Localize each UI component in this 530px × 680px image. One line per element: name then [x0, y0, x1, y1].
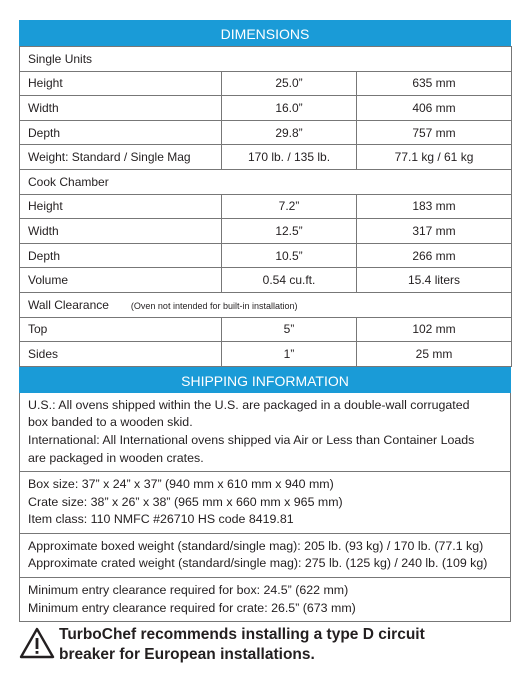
section-row-wall-clearance: [20, 292, 512, 317]
metric-value: 317 mm: [357, 219, 512, 244]
imperial-value: 170 lb. / 135 lb.: [222, 145, 357, 170]
section-note: (Oven not intended for built-in installation): [130, 300, 298, 311]
table-row: [20, 194, 512, 219]
section-label: Wall Clearance: [28, 297, 109, 312]
table-row: [20, 96, 512, 121]
text-line: Approximate boxed weight (standard/single mag): 205 lb. (93 kg) / 170 lb. (77.1 kg): [28, 538, 484, 553]
imperial-value: 7.2”: [222, 194, 357, 219]
metric-value: 266 mm: [357, 243, 512, 268]
section-row-single-units: [20, 47, 512, 72]
text-line: box banded to a wooden skid.: [28, 415, 193, 430]
text-line: Approximate crated weight (standard/single mag): 275 lb. (125 kg) / 240 lb. (109 kg): [28, 556, 488, 571]
row-label: Sides: [20, 342, 222, 367]
imperial-value: 1”: [222, 342, 357, 367]
imperial-value: 29.8”: [222, 120, 357, 145]
warning-line: breaker for European installations.: [59, 646, 315, 663]
shipping-block-sizes: [19, 472, 511, 534]
table-row: [20, 145, 512, 170]
text-line: International: All International ovens shipped via Air or Less than Container Loads: [28, 432, 475, 447]
row-label: Top: [20, 317, 222, 342]
table-row: [20, 317, 512, 342]
metric-value: 635 mm: [357, 71, 512, 96]
row-label: Volume: [20, 268, 222, 293]
text-line: Minimum entry clearance required for box: 24.5” (622 mm): [28, 583, 349, 598]
shipping-block-packaging: [19, 393, 511, 472]
table-row: [20, 342, 512, 367]
warning-triangle-icon: [19, 627, 55, 659]
imperial-value: 5”: [222, 317, 357, 342]
imperial-value: 12.5”: [222, 219, 357, 244]
table-row: [20, 243, 512, 268]
section-label: Cook Chamber: [20, 169, 512, 194]
warning-line: TurboChef recommends installing a type D circuit: [59, 626, 425, 643]
metric-value: 757 mm: [357, 120, 512, 145]
text-line: Box size: 37” x 24” x 37” (940 mm x 610 mm x 940 mm): [28, 477, 334, 492]
row-label: Height: [20, 71, 222, 96]
text-line: Item class: 110 NMFC #26710 HS code 8419.81: [28, 512, 294, 527]
row-label: Width: [20, 219, 222, 244]
metric-value: 15.4 liters: [357, 268, 512, 293]
shipping-block-weights: [19, 534, 511, 578]
warning-text: [59, 625, 425, 665]
table-row: [20, 268, 512, 293]
table-row: [20, 71, 512, 96]
spec-sheet: [19, 20, 511, 622]
metric-value: 406 mm: [357, 96, 512, 121]
row-label: Height: [20, 194, 222, 219]
metric-value: 25 mm: [357, 342, 512, 367]
row-label: Depth: [20, 243, 222, 268]
text-line: Crate size: 38” x 26” x 38” (965 mm x 660 mm x 965 mm): [28, 494, 343, 509]
metric-value: 77.1 kg / 61 kg: [357, 145, 512, 170]
metric-value: 183 mm: [357, 194, 512, 219]
imperial-value: 10.5”: [222, 243, 357, 268]
dimensions-table: [19, 46, 512, 367]
table-row: [20, 219, 512, 244]
row-label: Weight: Standard / Single Mag: [20, 145, 222, 170]
metric-value: 102 mm: [357, 317, 512, 342]
text-line: U.S.: All ovens shipped within the U.S. are packaged in a double-wall corrugated: [28, 397, 470, 412]
section-label: Single Units: [20, 47, 512, 72]
shipping-block-clearance: [19, 578, 511, 622]
row-label: Width: [20, 96, 222, 121]
table-row: [20, 120, 512, 145]
text-line: are packaged in wooden crates.: [28, 450, 204, 465]
imperial-value: 25.0”: [222, 71, 357, 96]
imperial-value: 0.54 cu.ft.: [222, 268, 357, 293]
text-line: Minimum entry clearance required for crate: 26.5” (673 mm): [28, 600, 356, 615]
section-label-cell: [20, 292, 512, 317]
dimensions-header: DIMENSIONS: [19, 20, 511, 46]
section-row-cook-chamber: [20, 169, 512, 194]
imperial-value: 16.0”: [222, 96, 357, 121]
shipping-header: SHIPPING INFORMATION: [19, 367, 511, 393]
row-label: Depth: [20, 120, 222, 145]
warning-notice: [19, 625, 511, 675]
